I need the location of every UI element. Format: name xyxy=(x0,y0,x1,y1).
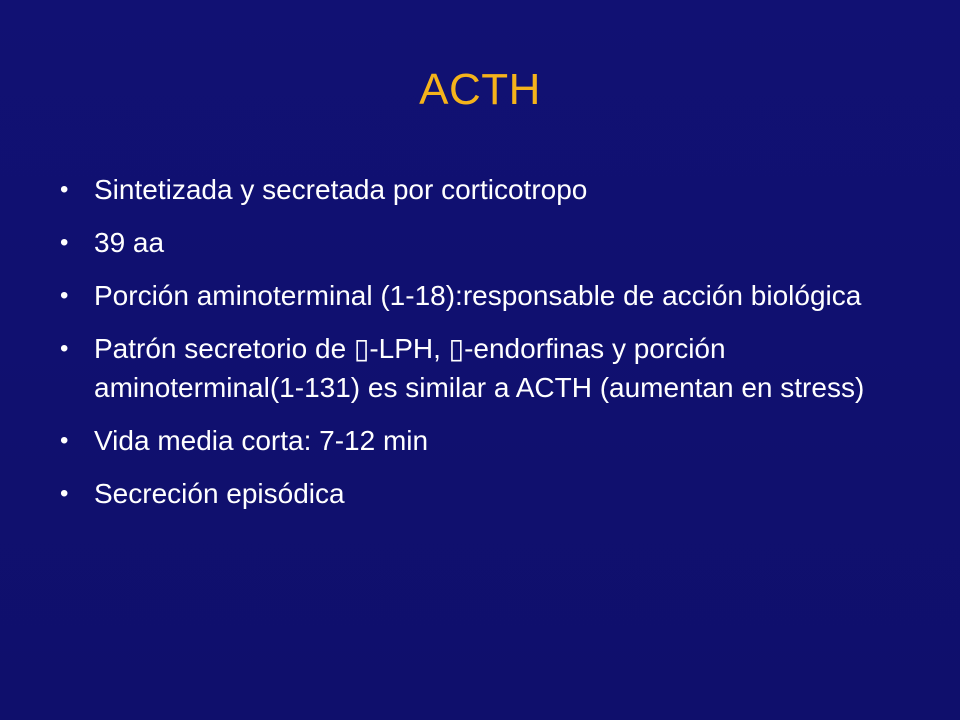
bullet-item xyxy=(60,329,880,407)
bullet-item xyxy=(60,223,880,262)
bullet-icon: • xyxy=(60,282,69,309)
bullet-text: Sintetizada y secretada por corticotropo xyxy=(94,174,588,205)
bullet-text: Patrón secretorio de ▯-LPH, ▯-endorfinas y porción aminoterminal(1-131) es similar a ACTH (aumentan en stress) xyxy=(94,333,865,403)
bullet-icon: • xyxy=(60,427,69,454)
bullet-text: Secreción episódica xyxy=(94,478,345,509)
bullet-icon: • xyxy=(60,480,69,507)
bullet-icon: • xyxy=(60,335,69,362)
bullet-item xyxy=(60,170,880,209)
bullet-text: 39 aa xyxy=(94,227,165,258)
bullet-item xyxy=(60,276,880,315)
bullet-list xyxy=(60,170,880,527)
slide-title: ACTH xyxy=(419,65,541,114)
bullet-icon: • xyxy=(60,229,69,256)
bullet-text: Porción aminoterminal (1-18):responsable de acción biológica xyxy=(94,280,862,311)
bullet-icon: • xyxy=(60,176,69,203)
bullet-text: Vida media corta: 7-12 min xyxy=(94,425,429,456)
bullet-item xyxy=(60,474,880,513)
bullet-item xyxy=(60,421,880,460)
